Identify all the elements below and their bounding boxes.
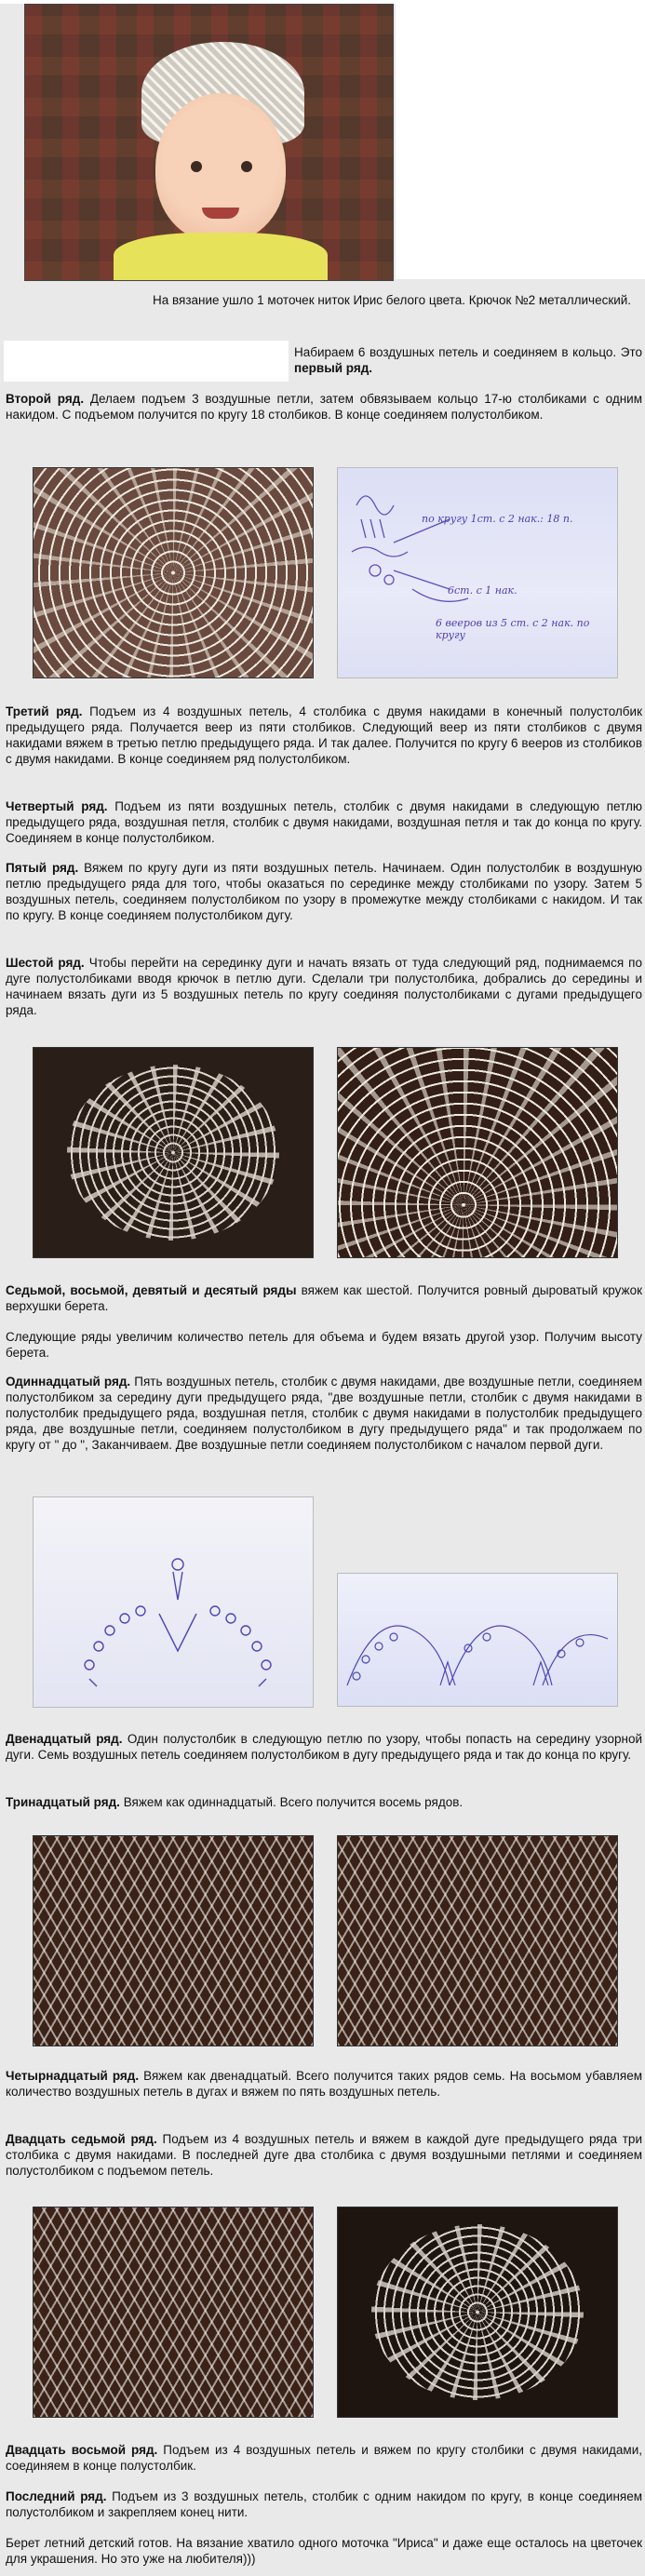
row-12-title: Двенадцатый ряд.	[6, 1732, 123, 1746]
row-5-title: Пятый ряд.	[6, 861, 79, 875]
row-28-text: Подъем из 4 воздушных петель и вяжем по кругу столбики с двумя накидами, соединяем в конце полустолбик.	[6, 2443, 642, 2473]
diagram-drawing	[338, 468, 617, 678]
scheme-photo-2	[337, 1573, 618, 1707]
next-rows-paragraph	[6, 1329, 642, 1361]
row-6-paragraph	[6, 955, 642, 1018]
first-row-paragraph	[294, 344, 642, 376]
blank-left-box	[4, 341, 289, 382]
row-4-paragraph	[6, 798, 642, 846]
face-shape	[155, 93, 286, 242]
row-12-paragraph	[6, 1731, 642, 1763]
row-3-text: Подъем из 4 воздушных петель, 4 столбика с двумя накидами в конечный полустолбик предыдущего ряда. Получается веер из пяти столбиков. Следующий веер из пяти столбиков с двумя накидами вяжем в третью петлю предыдущего ряда. И так далее. Получится по кругу 6 вееров из столбиков с двумя накидами. В конце соединяем ряд полустолбиком.	[6, 704, 642, 766]
next-rows-text: Следующие ряды увеличим количество петель для объема и будем вязать другой узор. Получим высоту берета.	[6, 1330, 642, 1360]
row-5-paragraph	[6, 860, 642, 923]
pattern-diagram-photo	[337, 467, 618, 678]
photo-finished-beret	[337, 2207, 618, 2418]
row-6-title: Шестой ряд.	[6, 956, 85, 970]
row-2-text: Делаем подъем 3 воздушные петли, затем обвязываем кольцо 17-ю столбиками с одним накидом. С подъемом получится по кругу 18 столбиков. В конце соединяем полустолбиком.	[6, 392, 642, 422]
scheme-drawing-2	[338, 1574, 617, 1706]
row-27-paragraph	[6, 2131, 642, 2179]
row-13-paragraph	[6, 1794, 642, 1810]
last-row-text: Подъем из 3 воздушных петель, столбик с одним накидом по кругу, в конце соединяем полустолбиком и закрепляем конец нити.	[6, 2489, 642, 2519]
eye-left	[191, 161, 202, 172]
row-2-title: Второй ряд.	[6, 392, 85, 406]
row-13-title: Тринадцатый ряд.	[6, 1795, 120, 1809]
shirt-shape	[114, 233, 328, 281]
photo-brim	[33, 2207, 314, 2418]
row-14-text: Вяжем как двенадцатый. Всего получится таких рядов семь. На восьмом убавляем количество воздушных петель в дугах и вяжем по пять воздушных петель.	[6, 2069, 642, 2099]
row-4-title: Четвертый ряд.	[6, 799, 108, 813]
photo-lace-circle	[33, 1047, 314, 1258]
photo-right-blank	[396, 4, 645, 279]
eye-right	[241, 161, 252, 172]
row-27-title: Двадцать седьмой ряд.	[6, 2132, 157, 2146]
photo-round-center	[33, 467, 314, 678]
row-14-paragraph	[6, 2068, 642, 2100]
scheme-drawing-1	[34, 1497, 313, 1707]
photo-lace-circle-closeup	[337, 1047, 618, 1258]
row-13-text: Вяжем как одиннадцатый. Всего получится восемь рядов.	[119, 1795, 464, 1809]
diagram-label-1: по кругу 1ст. с 2 нак.: 18 п.	[422, 513, 573, 525]
child-in-beret-photo	[24, 4, 394, 281]
row-3-title: Третий ряд.	[6, 704, 83, 718]
row-28-paragraph	[6, 2442, 642, 2474]
row-7-10-text: вяжем как шестой. Получится ровный дыроватый кружок верхушки берета.	[6, 1283, 642, 1313]
row-4-text: Подъем из пяти воздушных петель, столбик с двумя накидами в следующую петлю предыдущего ряда, воздушная петля, столбик с двумя накидами, воздушная петля и так до конца по кругу. Соединяем в конце полустолбиком.	[6, 799, 642, 845]
scheme-photo-1	[33, 1496, 314, 1708]
mouth-shape	[202, 208, 239, 219]
last-row-paragraph	[6, 2489, 642, 2520]
first-row-text: Набираем 6 воздушных петель и соединяем в кольцо. Это	[294, 345, 642, 359]
last-row-title: Последний ряд.	[6, 2489, 107, 2503]
final-text: Берет летний детский готов. На вязание хватило одного моточка "Ириса" и даже еще осталось на цветочек для украшения. Но это уже на любителя)))	[6, 2536, 642, 2566]
row-28-title: Двадцать восьмой ряд.	[6, 2443, 158, 2457]
row-27-text: Подъем из 4 воздушных петель и вяжем в каждой дуге предыдущего ряда три столбика с двумя накидами. В последней дуге два столбика с двумя воздушными петлями и соединяем полустолбиком с подъемом петель.	[6, 2132, 642, 2178]
photo-pattern-rows-2	[337, 1835, 618, 2046]
row-5-text: Вяжем по кругу дуги из пяти воздушных петель. Начинаем. Один полустолбик в воздушную петлю предыдущего ряда для того, чтобы оказаться по серединке между столбиками по узору. Затем 5 воздушных петель, соединяем полустолбиком по узору в промежутке между столбиками с накидом. И так по кругу. В конце соединяем полустолбиком дугу.	[6, 861, 642, 922]
row-14-title: Четырнадцатый ряд.	[6, 2069, 140, 2083]
diagram-label-2: 6ст. с 1 нак.	[448, 584, 517, 597]
row-2-paragraph	[6, 391, 642, 423]
row-11-title: Одиннадцатый ряд.	[6, 1375, 131, 1389]
photo-pattern-rows-1	[33, 1835, 314, 2046]
final-paragraph	[6, 2535, 642, 2567]
row-11-text: Пять воздушных петель, столбик с двумя накидами, две воздушные петли, соединяем полустолбиком за середину дуги предыдущего ряда, "две воздушные петли, столбик с двумя накидами в полустолбик предыдущего ряда, воздушная петля, столбик с двумя накидами в полустолбик предыдущего ряда, две воздушные петли, соединяем полустолбиком в дугу предыдущего ряда" и так продолжаем по кругу от " до ", Заканчиваем. Две воздушные петли соединяем полустолбиком с началом первой дуги.	[6, 1375, 642, 1452]
yarn-text: На вязание ушло 1 моточек ниток Ирис белого цвета. Крючок №2 металлический.	[153, 293, 632, 307]
first-row-bold: первый ряд.	[294, 361, 373, 375]
row-12-text: Один полустолбик в следующую петлю по узору, чтобы попасть на середину узорной дуги. Семь воздушных петель соединяем полустолбиком в дугу предыдущего ряда и так до конца по кругу.	[6, 1732, 642, 1762]
diagram-label-3: 6 вееров из 5 ст. с 2 нак. по кругу	[436, 617, 590, 641]
row-7-10-title: Седьмой, восьмой, девятый и десятый ряды	[6, 1283, 297, 1297]
row-7-10-paragraph	[6, 1282, 642, 1314]
row-3-paragraph	[6, 704, 642, 767]
row-6-text: Чтобы перейти на серединку дуги и начать вязать от туда следующий ряд, поднимаемся по дуге полустолбиками вводя крючок в петлю дуги. Сделали три полустолбика, добрались до середины и начинаем вязать дуги из 5 воздушных петель по кругу соединяя полустолбиками с дугами предыдущего ряда.	[6, 956, 643, 1017]
yarn-paragraph	[4, 292, 642, 308]
row-11-paragraph	[6, 1374, 642, 1453]
